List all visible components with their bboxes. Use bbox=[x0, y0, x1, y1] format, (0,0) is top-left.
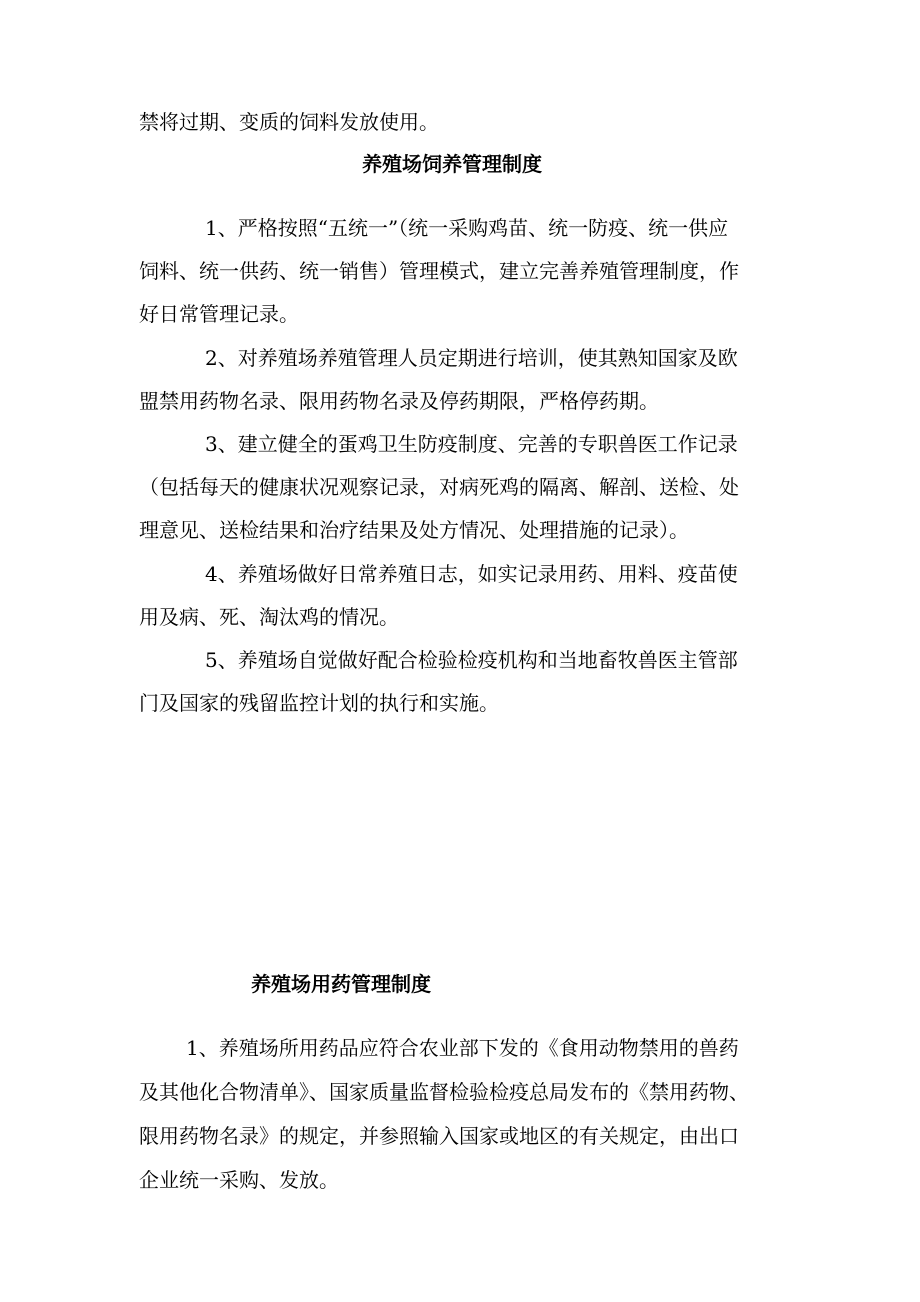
paragraph-line: 企业统一采购、发放。 bbox=[139, 1168, 339, 1192]
paragraph-line: 盟禁用药物名录、限用药物名录及停药期限，严格停药期。 bbox=[139, 389, 659, 413]
paragraph-line: 1、养殖场所用药品应符合农业部下发的《食用动物禁用的兽药 bbox=[186, 1036, 739, 1060]
paragraph-line: 4、养殖场做好日常养殖日志，如实记录用药、用料、疫苗使 bbox=[205, 562, 738, 586]
paragraph-line: 5、养殖场自觉做好配合检验检疫机构和当地畜牧兽医主管部 bbox=[205, 648, 738, 672]
paragraph-line: 限用药物名录》的规定，并参照输入国家或地区的有关规定，由出口 bbox=[139, 1124, 739, 1148]
paragraph-line: 3、建立健全的蛋鸡卫生防疫制度、完善的专职兽医工作记录 bbox=[205, 432, 738, 456]
paragraph-line: 及其他化合物清单》、国家质量监督检验检疫总局发布的《禁用药物、 bbox=[139, 1080, 749, 1104]
paragraph-line: 理意见、送检结果和治疗结果及处方情况、处理措施的记录）。 bbox=[139, 518, 689, 542]
paragraph-line: 饲料、统一供药、统一销售）管理模式，建立完善养殖管理制度，作 bbox=[139, 259, 739, 283]
paragraph-line: 好日常管理记录。 bbox=[139, 302, 299, 326]
section-title-feeding-management: 养殖场饲养管理制度 bbox=[362, 152, 542, 176]
paragraph-line: （包括每天的健康状况观察记录，对病死鸡的隔离、解剖、送检、处 bbox=[139, 475, 739, 499]
paragraph-line: 门及国家的残留监控计划的执行和实施。 bbox=[139, 691, 499, 715]
paragraph-line: 1、严格按照“五统一”（统一采购鸡苗、统一防疫、统一供应 bbox=[205, 216, 729, 240]
paragraph-line: 用及病、死、淘汰鸡的情况。 bbox=[139, 605, 399, 629]
continuation-text: 禁将过期、变质的饲料发放使用。 bbox=[139, 110, 439, 134]
paragraph-line: 2、对养殖场养殖管理人员定期进行培训，使其熟知国家及欧 bbox=[205, 346, 738, 370]
section-title-medication-management: 养殖场用药管理制度 bbox=[251, 972, 431, 996]
